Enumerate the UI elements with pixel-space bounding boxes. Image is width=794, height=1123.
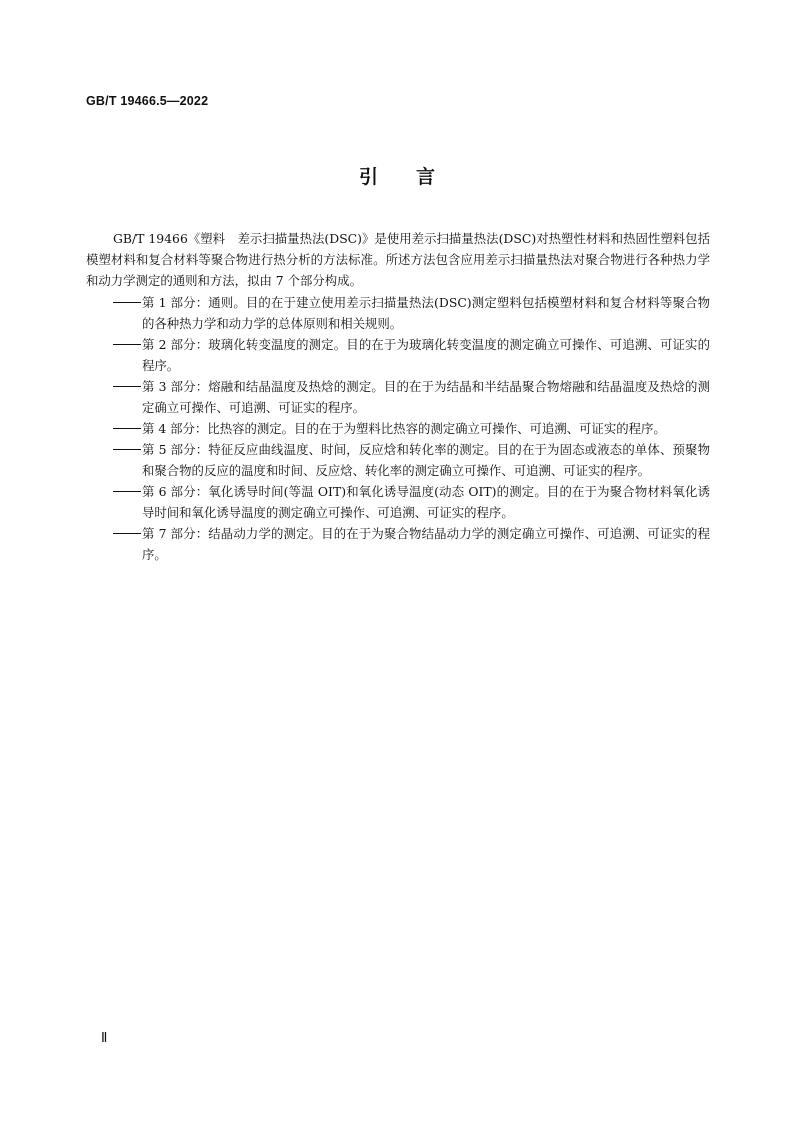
list-item — [86, 292, 710, 334]
list-item — [86, 376, 710, 418]
list-item-text: 第 4 部分：比热容的测定。目的在于为塑料比热容的测定确立可操作、可追溯、可证实的程序。 — [142, 421, 666, 436]
list-item — [86, 418, 710, 439]
parts-list — [86, 292, 710, 565]
intro-paragraph: GB/T 19466《塑料 差示扫描量热法(DSC)》是使用差示扫描量热法(DSC)对热塑性材料和热固性塑料包括模塑材料和复合材料等聚合物进行热分析的方法标准。所述方法包含应用差示扫描量热法对聚合物进行各种热力学和动力学测定的通则和方法，拟由 7 个部分构成。 — [86, 231, 710, 288]
page-title: 引言 — [358, 166, 473, 188]
list-item — [86, 439, 710, 481]
list-item — [86, 481, 710, 523]
list-item-text: 第 1 部分：通则。目的在于建立使用差示扫描量热法(DSC)测定塑料包括模塑材料和复合材料等聚合物的各种热力学和动力学的总体原则和相关规则。 — [142, 295, 710, 331]
list-item-text: 第 7 部分：结晶动力学的测定。目的在于为聚合物结晶动力学的测定确立可操作、可追溯、可证实的程序。 — [142, 526, 710, 562]
list-item-text: 第 6 部分：氧化诱导时间(等温 OIT)和氧化诱导温度(动态 OIT)的测定。目的在于为聚合物材料氧化诱导时间和氧化诱导温度的测定确立可操作、可追溯、可证实的程序。 — [142, 484, 710, 520]
list-item — [86, 334, 710, 376]
list-item-text: 第 2 部分：玻璃化转变温度的测定。目的在于为玻璃化转变温度的测定确立可操作、可追溯、可证实的程序。 — [142, 337, 710, 373]
document-code-header: GB/T 19466.5—2022 — [86, 94, 209, 108]
list-item-text: 第 5 部分：特征反应曲线温度、时间，反应焓和转化率的测定。目的在于为固态或液态的单体、预聚物和聚合物的反应的温度和时间、反应焓、转化率的测定确立可操作、可追溯、可证实的程序。 — [142, 442, 710, 478]
list-item-text: 第 3 部分：熔融和结晶温度及热焓的测定。目的在于为结晶和半结晶聚合物熔融和结晶温度及热焓的测定确立可操作、可追溯、可证实的程序。 — [142, 379, 710, 415]
list-item — [86, 523, 710, 565]
page-number: Ⅱ — [101, 1031, 108, 1046]
